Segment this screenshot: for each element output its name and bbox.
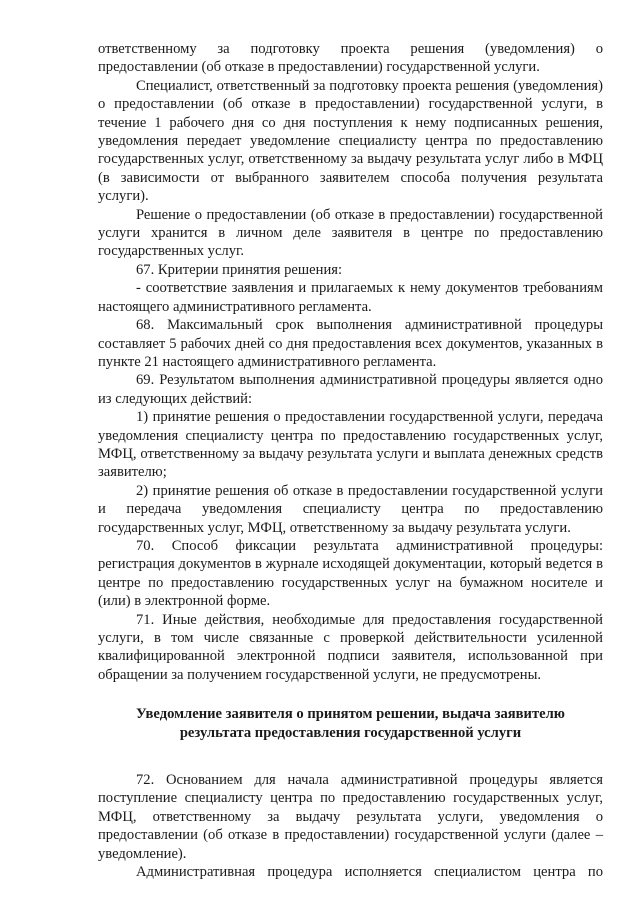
paragraph-criteria-item: - соответствие заявления и прилагаемых к нему документов требованиям настоящего административного регламента. (98, 280, 603, 315)
paragraph-specialist: Специалист, ответственный за подготовку проекта решения (уведомления) о предоставлении (об отказе в предоставлении) государственной услуги, в течение 1 рабочего дня со дня поступления к нему подписанных решения, уведомления передает уведомление специалисту центра по предоставлению государственных услуг, ответственному за выдачу результата услуг либо в МФЦ (в зависимости от выбранного заявителем способа получения результата услуги). (98, 77, 603, 205)
paragraph-procedure-executed: Административная процедура исполняется специалистом центра по (136, 864, 603, 881)
paragraph-continuation: ответственному за подготовку проекта решения (уведомления) о предоставлении (об отказе в предоставлении) государственной услуги. (98, 41, 603, 76)
paragraph-69-item-2: 2) принятие решения об отказе в предоставлении государственной услуги и передача уведомления специалисту центра по предоставлению государственных услуг, МФЦ, ответственному за выдачу результата услуги. (98, 482, 603, 536)
paragraph-72: 72. Основанием для начала административной процедуры является поступление специалисту центра по предоставлению государственных услуг, МФЦ, ответственному за выдачу результата услуги, уведомления о предоставлении (об отказе в предоставлении) государственной услуги (далее – уведомление). (98, 772, 603, 862)
paragraph-decision-storage: Решение о предоставлении (об отказе в предоставлении) государственной услуги хранится в личном деле заявителя в центре по предоставлению государственных услуг. (98, 206, 603, 260)
paragraph-67: 67. Критерии принятия решения: (136, 261, 343, 278)
section-heading-line-1: Уведомление заявителя о принятом решении, выдача заявителю (136, 706, 565, 723)
section-heading-line-2: результата предоставления государственной услуги (179, 724, 522, 741)
paragraph-69: 69. Результатом выполнения административной процедуры является одно из следующих действий: (98, 372, 603, 407)
paragraph-69-item-1: 1) принятие решения о предоставлении государственной услуги, передача уведомления специалисту центра по предоставлению государственных услуг, МФЦ, ответственному за выдачу результата услуги и выплата денежных средств заявителю; (98, 409, 603, 481)
document-page (98, 40, 603, 881)
paragraph-68: 68. Максимальный срок выполнения административной процедуры составляет 5 рабочих дней со дня предоставления всех документов, указанных в пункте 21 настоящего административного регламента. (98, 317, 603, 370)
paragraph-71: 71. Иные действия, необходимые для предоставления государственной услуги, в том числе связанные с проверкой действительности усиленной квалифицированной электронной подписи заявителя, использованной при обращении за получением государственной услуги, не предусмотрены. (98, 611, 603, 683)
paragraph-70: 70. Способ фиксации результата административной процедуры: регистрация документов в журнале исходящей документации, который ведется в центре по предоставлению государственных услуг на бумажном носителе и (или) в электронной форме. (98, 537, 603, 610)
